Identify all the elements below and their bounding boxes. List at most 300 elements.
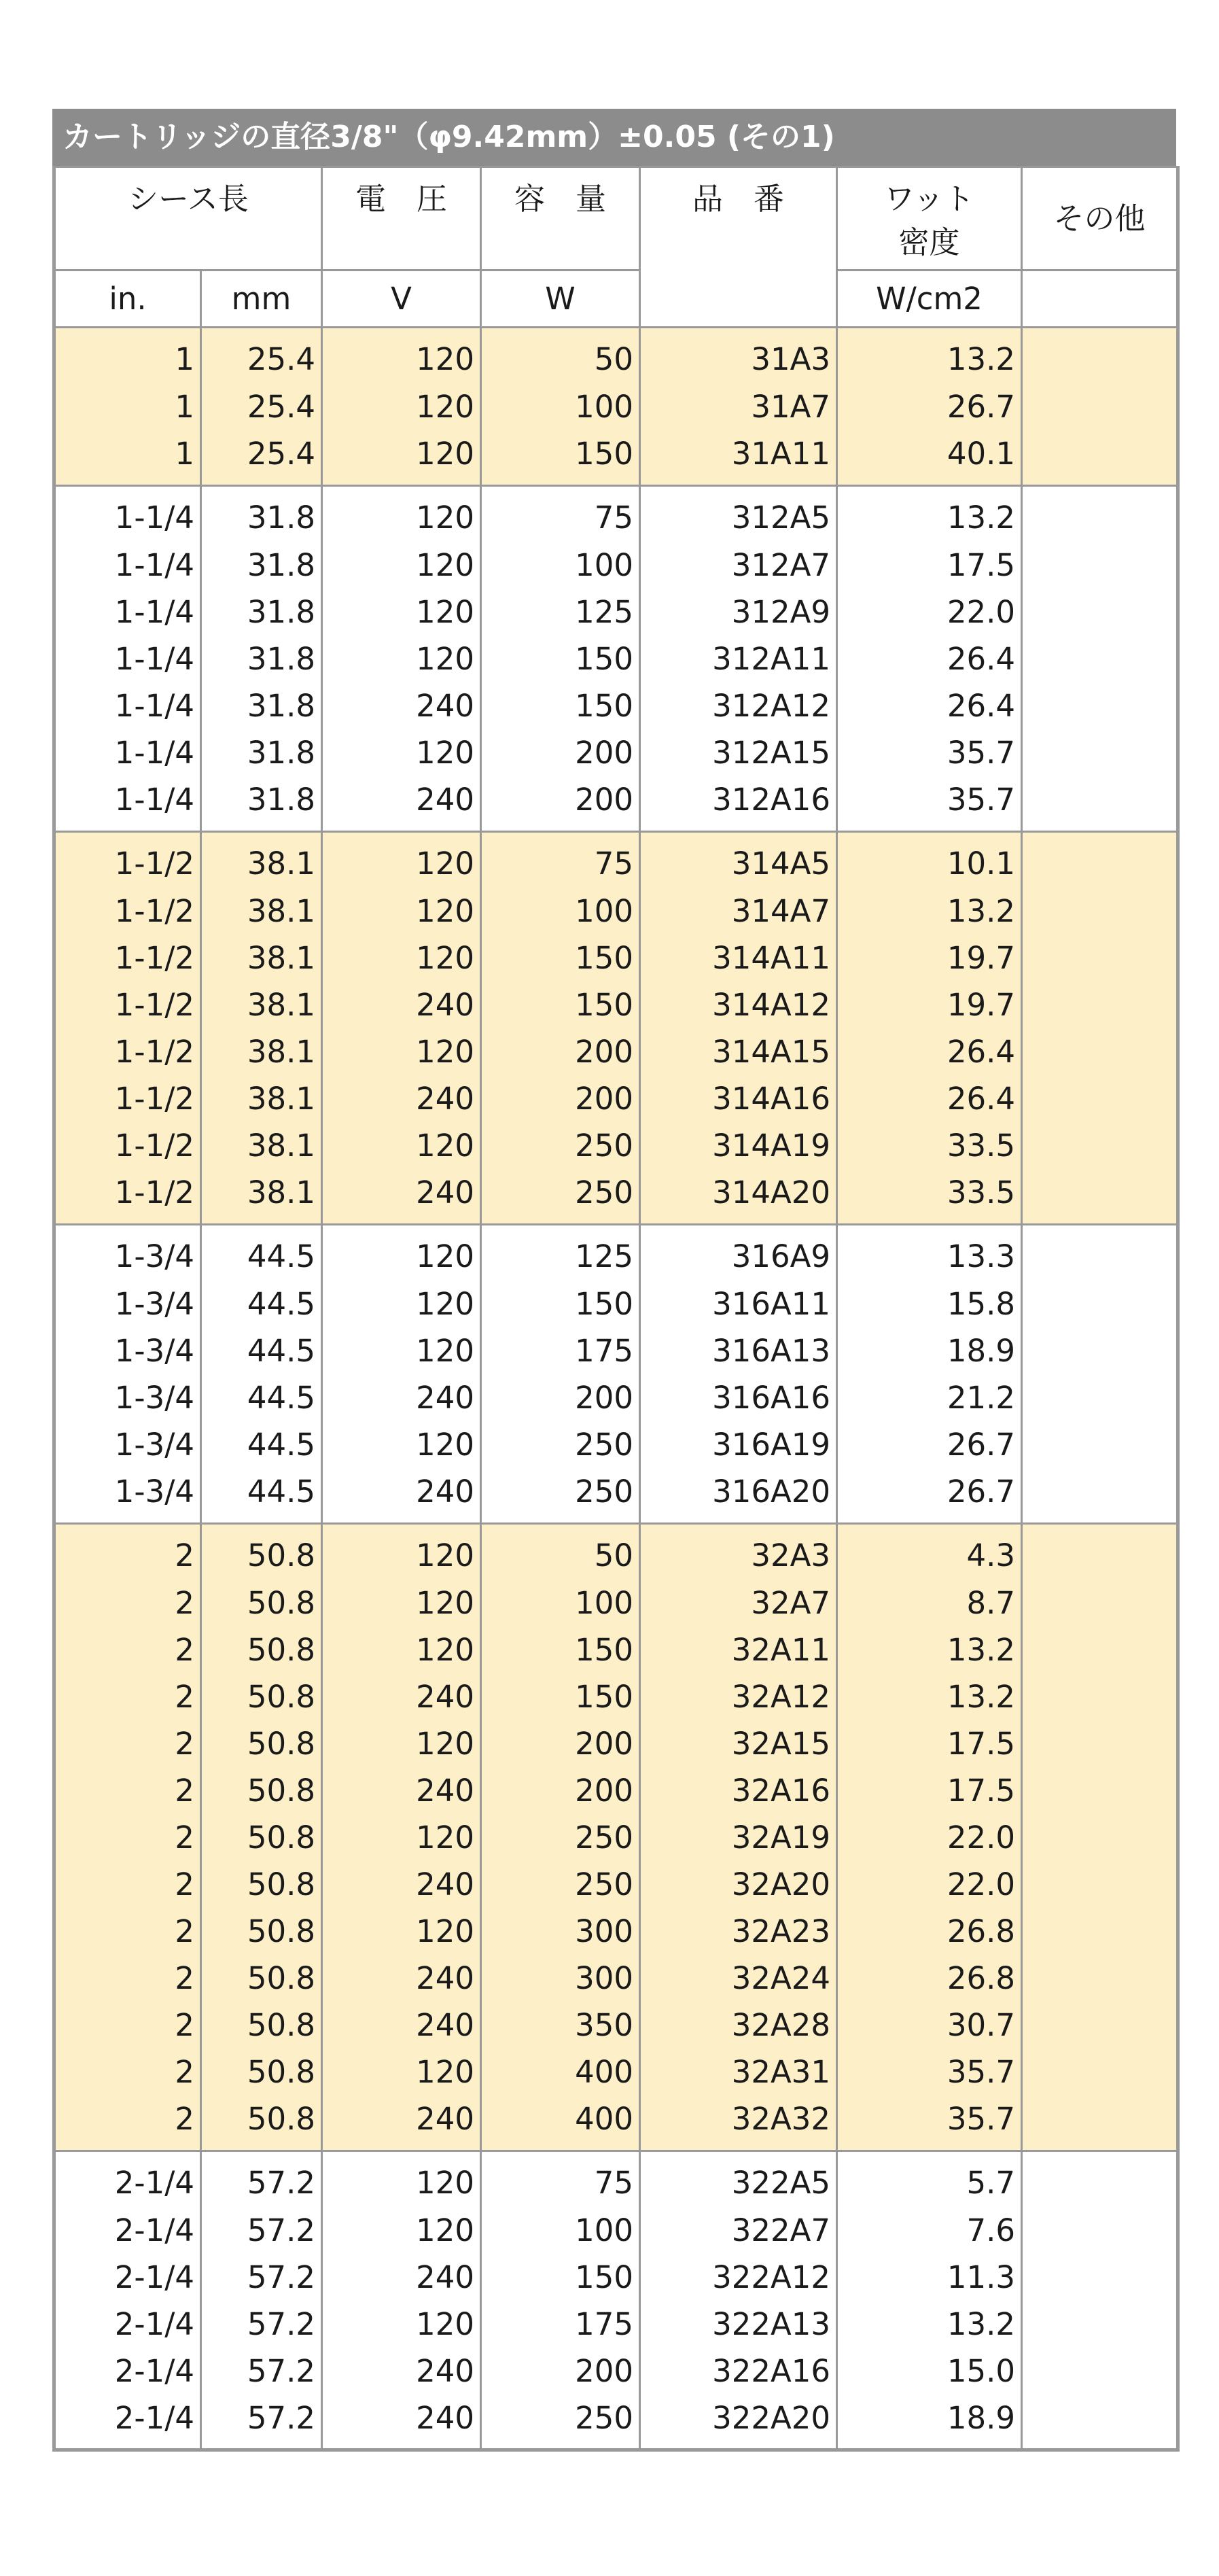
cell-inch: 1-3/4: [54, 1374, 201, 1421]
table-row: [54, 1327, 1178, 1374]
header-voltage: 電 圧: [322, 167, 481, 271]
cell-mm: 31.8: [201, 542, 322, 589]
table-row: [54, 1908, 1178, 1955]
cell-watt-density: 33.5: [837, 1169, 1022, 1225]
cell-other: [1022, 636, 1178, 682]
cell-capacity: 100: [481, 2207, 640, 2254]
cell-mm: 50.8: [201, 1720, 322, 1767]
cell-mm: 57.2: [201, 2254, 322, 2301]
cell-inch: 2: [54, 1626, 201, 1673]
cell-voltage: 120: [322, 1225, 481, 1281]
cell-part-number: 32A7: [640, 1580, 837, 1626]
cell-inch: 2: [54, 1955, 201, 2002]
cell-other: [1022, 1281, 1178, 1327]
cell-part-number: 312A9: [640, 589, 837, 636]
table-row: [54, 2049, 1178, 2095]
cell-mm: 50.8: [201, 1626, 322, 1673]
cell-voltage: 120: [322, 1814, 481, 1861]
table-row: [54, 328, 1178, 383]
table-row: [54, 1626, 1178, 1673]
cell-watt-density: 13.2: [837, 1673, 1022, 1720]
cell-capacity: 150: [481, 1626, 640, 1673]
cell-mm: 50.8: [201, 1955, 322, 2002]
cell-other: [1022, 1580, 1178, 1626]
cell-capacity: 100: [481, 1580, 640, 1626]
cell-other: [1022, 1626, 1178, 1673]
cell-inch: 1-1/2: [54, 888, 201, 935]
cell-voltage: 120: [322, 2049, 481, 2095]
cell-inch: 2: [54, 1524, 201, 1580]
cell-part-number: 31A11: [640, 430, 837, 486]
cell-inch: 1-1/2: [54, 1075, 201, 1122]
cell-part-number: 32A23: [640, 1908, 837, 1955]
cell-inch: 1-1/2: [54, 981, 201, 1028]
cell-inch: 1-1/4: [54, 486, 201, 542]
unit-inch: in.: [54, 271, 201, 328]
cell-watt-density: 7.6: [837, 2207, 1022, 2254]
table-row: [54, 1374, 1178, 1421]
cell-watt-density: 8.7: [837, 1580, 1022, 1626]
cell-capacity: 200: [481, 1075, 640, 1122]
header-watt-density: [837, 167, 1022, 271]
cell-voltage: 240: [322, 2395, 481, 2450]
cell-mm: 57.2: [201, 2207, 322, 2254]
cell-part-number: 314A15: [640, 1028, 837, 1075]
cell-mm: 50.8: [201, 1861, 322, 1908]
cell-inch: 2: [54, 2095, 201, 2151]
cell-mm: 44.5: [201, 1281, 322, 1327]
cell-mm: 57.2: [201, 2151, 322, 2207]
table-row: [54, 1861, 1178, 1908]
cell-inch: 1-3/4: [54, 1225, 201, 1281]
cell-capacity: 250: [481, 1861, 640, 1908]
cell-inch: 2-1/4: [54, 2395, 201, 2450]
table-body: [54, 328, 1178, 2450]
cell-inch: 1-3/4: [54, 1281, 201, 1327]
cell-capacity: 175: [481, 2301, 640, 2348]
table-row: [54, 776, 1178, 832]
cell-part-number: 314A7: [640, 888, 837, 935]
cell-mm: 31.8: [201, 486, 322, 542]
cell-inch: 2: [54, 2049, 201, 2095]
cell-part-number: 312A7: [640, 542, 837, 589]
cell-mm: 44.5: [201, 1468, 322, 1524]
cell-part-number: 316A16: [640, 1374, 837, 1421]
cell-mm: 44.5: [201, 1374, 322, 1421]
cell-part-number: 312A12: [640, 682, 837, 729]
cell-part-number: 314A11: [640, 935, 837, 981]
table-row: [54, 1673, 1178, 1720]
cell-inch: 2-1/4: [54, 2207, 201, 2254]
cell-other: [1022, 1524, 1178, 1580]
cell-voltage: 240: [322, 2348, 481, 2395]
cell-capacity: 125: [481, 1225, 640, 1281]
cell-part-number: 32A32: [640, 2095, 837, 2151]
cell-mm: 25.4: [201, 328, 322, 383]
cell-capacity: 150: [481, 682, 640, 729]
cell-mm: 38.1: [201, 888, 322, 935]
cell-watt-density: 13.2: [837, 328, 1022, 383]
cell-other: [1022, 2254, 1178, 2301]
cell-mm: 31.8: [201, 636, 322, 682]
cell-other: [1022, 682, 1178, 729]
cell-other: [1022, 1908, 1178, 1955]
cell-watt-density: 33.5: [837, 1122, 1022, 1169]
cell-inch: 2-1/4: [54, 2301, 201, 2348]
cell-mm: 25.4: [201, 383, 322, 430]
cell-capacity: 50: [481, 328, 640, 383]
table-row: [54, 1421, 1178, 1468]
table-row: [54, 1767, 1178, 1814]
cell-watt-density: 13.2: [837, 1626, 1022, 1673]
cell-other: [1022, 486, 1178, 542]
cell-capacity: 100: [481, 542, 640, 589]
cell-watt-density: 11.3: [837, 2254, 1022, 2301]
cell-part-number: 314A5: [640, 832, 837, 888]
cell-inch: 1-3/4: [54, 1468, 201, 1524]
cell-watt-density: 22.0: [837, 1861, 1022, 1908]
table-row: [54, 1075, 1178, 1122]
cell-mm: 50.8: [201, 2049, 322, 2095]
cell-inch: 1-1/4: [54, 729, 201, 776]
cell-watt-density: 10.1: [837, 832, 1022, 888]
cell-inch: 1-1/2: [54, 1028, 201, 1075]
cell-mm: 57.2: [201, 2348, 322, 2395]
cell-inch: 1-1/4: [54, 589, 201, 636]
cell-watt-density: 18.9: [837, 2395, 1022, 2450]
cell-watt-density: 26.8: [837, 1955, 1022, 2002]
cell-mm: 44.5: [201, 1327, 322, 1374]
table-row: [54, 542, 1178, 589]
cell-watt-density: 13.2: [837, 888, 1022, 935]
cell-watt-density: 35.7: [837, 2095, 1022, 2151]
cell-inch: 1-3/4: [54, 1327, 201, 1374]
cell-part-number: 32A20: [640, 1861, 837, 1908]
cell-other: [1022, 328, 1178, 383]
cell-inch: 1: [54, 383, 201, 430]
cell-voltage: 120: [322, 935, 481, 981]
cell-capacity: 150: [481, 1673, 640, 1720]
cell-capacity: 400: [481, 2095, 640, 2151]
cell-inch: 2: [54, 1673, 201, 1720]
cell-mm: 38.1: [201, 935, 322, 981]
cell-part-number: 322A12: [640, 2254, 837, 2301]
cell-inch: 2: [54, 1908, 201, 1955]
cell-part-number: 316A11: [640, 1281, 837, 1327]
cell-capacity: 250: [481, 1814, 640, 1861]
cell-other: [1022, 430, 1178, 486]
cell-other: [1022, 542, 1178, 589]
cell-other: [1022, 383, 1178, 430]
cell-part-number: 312A15: [640, 729, 837, 776]
cell-watt-density: 35.7: [837, 2049, 1022, 2095]
cell-inch: 1-1/4: [54, 776, 201, 832]
cell-voltage: 120: [322, 1421, 481, 1468]
cell-other: [1022, 832, 1178, 888]
cell-voltage: 240: [322, 1169, 481, 1225]
cell-mm: 31.8: [201, 729, 322, 776]
cell-capacity: 175: [481, 1327, 640, 1374]
cell-mm: 38.1: [201, 1169, 322, 1225]
cell-voltage: 120: [322, 1908, 481, 1955]
cell-other: [1022, 729, 1178, 776]
cell-capacity: 250: [481, 1421, 640, 1468]
cell-inch: 1: [54, 430, 201, 486]
cell-inch: 2-1/4: [54, 2254, 201, 2301]
cell-voltage: 120: [322, 832, 481, 888]
cell-part-number: 31A3: [640, 328, 837, 383]
cell-watt-density: 13.2: [837, 486, 1022, 542]
table-row: [54, 1169, 1178, 1225]
table-row: [54, 383, 1178, 430]
table-row: [54, 1468, 1178, 1524]
table-row: [54, 2254, 1178, 2301]
table-row: [54, 1225, 1178, 1281]
cell-voltage: 240: [322, 1861, 481, 1908]
cell-part-number: 31A7: [640, 383, 837, 430]
cell-part-number: 322A7: [640, 2207, 837, 2254]
table-row: [54, 981, 1178, 1028]
cell-mm: 44.5: [201, 1225, 322, 1281]
cell-part-number: 32A16: [640, 1767, 837, 1814]
cell-other: [1022, 2207, 1178, 2254]
cell-voltage: 120: [322, 1028, 481, 1075]
cell-other: [1022, 2002, 1178, 2049]
table-row: [54, 2301, 1178, 2348]
cell-capacity: 150: [481, 981, 640, 1028]
cell-inch: 1-1/4: [54, 542, 201, 589]
cell-part-number: 314A20: [640, 1169, 837, 1225]
header-other: その他: [1022, 167, 1178, 271]
cell-mm: 50.8: [201, 1673, 322, 1720]
cell-capacity: 200: [481, 729, 640, 776]
cell-other: [1022, 1468, 1178, 1524]
cell-watt-density: 19.7: [837, 935, 1022, 981]
cell-part-number: 316A19: [640, 1421, 837, 1468]
cell-capacity: 100: [481, 888, 640, 935]
table-row: [54, 636, 1178, 682]
cell-mm: 25.4: [201, 430, 322, 486]
cell-other: [1022, 935, 1178, 981]
table-row: [54, 935, 1178, 981]
cell-other: [1022, 1720, 1178, 1767]
unit-watt-density: W/cm2: [837, 271, 1022, 328]
cell-other: [1022, 776, 1178, 832]
unit-other: [1022, 271, 1178, 328]
cell-capacity: 150: [481, 430, 640, 486]
table-row: [54, 2395, 1178, 2450]
cell-voltage: 120: [322, 636, 481, 682]
table-row: [54, 1281, 1178, 1327]
cell-mm: 50.8: [201, 2002, 322, 2049]
cell-other: [1022, 1814, 1178, 1861]
cell-capacity: 150: [481, 636, 640, 682]
cell-capacity: 75: [481, 2151, 640, 2207]
cell-part-number: 316A9: [640, 1225, 837, 1281]
unit-watt: W: [481, 271, 640, 328]
cell-capacity: 200: [481, 1720, 640, 1767]
cell-inch: 1-3/4: [54, 1421, 201, 1468]
cell-part-number: 314A16: [640, 1075, 837, 1122]
cell-voltage: 120: [322, 2207, 481, 2254]
cell-other: [1022, 589, 1178, 636]
cell-capacity: 150: [481, 1281, 640, 1327]
cell-part-number: 32A15: [640, 1720, 837, 1767]
cell-mm: 31.8: [201, 682, 322, 729]
cell-watt-density: 22.0: [837, 589, 1022, 636]
cell-other: [1022, 981, 1178, 1028]
cell-watt-density: 30.7: [837, 2002, 1022, 2049]
table-row: [54, 729, 1178, 776]
cell-other: [1022, 1225, 1178, 1281]
cell-watt-density: 15.8: [837, 1281, 1022, 1327]
cell-other: [1022, 1767, 1178, 1814]
header-part-number: 品 番: [640, 167, 837, 328]
cell-other: [1022, 1374, 1178, 1421]
cell-voltage: 240: [322, 2095, 481, 2151]
cell-capacity: 200: [481, 776, 640, 832]
table-row: [54, 1720, 1178, 1767]
cell-voltage: 240: [322, 2002, 481, 2049]
cell-capacity: 350: [481, 2002, 640, 2049]
cell-part-number: 322A13: [640, 2301, 837, 2348]
cell-voltage: 240: [322, 2254, 481, 2301]
cell-mm: 50.8: [201, 1908, 322, 1955]
cell-other: [1022, 1327, 1178, 1374]
cell-capacity: 200: [481, 1767, 640, 1814]
cell-capacity: 400: [481, 2049, 640, 2095]
table-row: [54, 1814, 1178, 1861]
cell-inch: 2-1/4: [54, 2348, 201, 2395]
cell-other: [1022, 2095, 1178, 2151]
cell-capacity: 300: [481, 1908, 640, 1955]
cell-voltage: 240: [322, 1767, 481, 1814]
cell-part-number: 312A5: [640, 486, 837, 542]
cell-capacity: 150: [481, 935, 640, 981]
table-title: カートリッジの直径3/8"（φ9.42mm）±0.05 (その1): [52, 109, 1176, 166]
cell-mm: 50.8: [201, 1767, 322, 1814]
cell-watt-density: 21.2: [837, 1374, 1022, 1421]
cell-watt-density: 40.1: [837, 430, 1022, 486]
cell-voltage: 120: [322, 2151, 481, 2207]
header-sheath-length: シース長: [54, 167, 322, 271]
table-row: [54, 832, 1178, 888]
cell-mm: 38.1: [201, 832, 322, 888]
cell-mm: 38.1: [201, 1122, 322, 1169]
cell-voltage: 120: [322, 1580, 481, 1626]
cell-capacity: 250: [481, 1169, 640, 1225]
cell-watt-density: 26.7: [837, 383, 1022, 430]
cell-other: [1022, 2301, 1178, 2348]
cell-watt-density: 13.2: [837, 2301, 1022, 2348]
unit-mm: mm: [201, 271, 322, 328]
cell-mm: 44.5: [201, 1421, 322, 1468]
header-capacity: 容 量: [481, 167, 640, 271]
cell-voltage: 120: [322, 328, 481, 383]
cell-inch: 2: [54, 1814, 201, 1861]
cell-watt-density: 26.7: [837, 1421, 1022, 1468]
table-row: [54, 2002, 1178, 2049]
cell-watt-density: 13.3: [837, 1225, 1022, 1281]
table-row: [54, 1028, 1178, 1075]
table-row: [54, 1955, 1178, 2002]
cell-part-number: 312A16: [640, 776, 837, 832]
cell-part-number: 316A13: [640, 1327, 837, 1374]
cell-other: [1022, 1075, 1178, 1122]
cell-watt-density: 26.4: [837, 1075, 1022, 1122]
cell-inch: 1: [54, 328, 201, 383]
header-watt-density-line2: 密度: [898, 224, 960, 260]
cell-voltage: 120: [322, 1720, 481, 1767]
cell-capacity: 250: [481, 1468, 640, 1524]
cell-other: [1022, 2049, 1178, 2095]
cell-mm: 57.2: [201, 2301, 322, 2348]
cell-capacity: 100: [481, 383, 640, 430]
cell-part-number: 32A11: [640, 1626, 837, 1673]
cell-capacity: 50: [481, 1524, 640, 1580]
cell-capacity: 200: [481, 2348, 640, 2395]
cell-part-number: 32A31: [640, 2049, 837, 2095]
cell-part-number: 322A16: [640, 2348, 837, 2395]
cell-inch: 1-1/2: [54, 1122, 201, 1169]
cell-voltage: 240: [322, 1374, 481, 1421]
cell-mm: 57.2: [201, 2395, 322, 2450]
header-row-units: [54, 271, 1178, 328]
cell-inch: 2: [54, 2002, 201, 2049]
cell-voltage: 120: [322, 1327, 481, 1374]
cell-other: [1022, 1169, 1178, 1225]
cell-voltage: 120: [322, 1281, 481, 1327]
cell-watt-density: 18.9: [837, 1327, 1022, 1374]
cell-watt-density: 35.7: [837, 776, 1022, 832]
cell-part-number: 322A20: [640, 2395, 837, 2450]
cell-mm: 38.1: [201, 981, 322, 1028]
cell-voltage: 120: [322, 2301, 481, 2348]
table-row: [54, 1524, 1178, 1580]
cell-watt-density: 5.7: [837, 2151, 1022, 2207]
cell-watt-density: 19.7: [837, 981, 1022, 1028]
table-row: [54, 430, 1178, 486]
cell-other: [1022, 1028, 1178, 1075]
cell-watt-density: 26.4: [837, 636, 1022, 682]
cell-other: [1022, 2151, 1178, 2207]
cell-capacity: 200: [481, 1028, 640, 1075]
cell-inch: 2-1/4: [54, 2151, 201, 2207]
cell-part-number: 32A24: [640, 1955, 837, 2002]
cell-other: [1022, 2395, 1178, 2450]
cell-other: [1022, 1955, 1178, 2002]
cell-watt-density: 17.5: [837, 542, 1022, 589]
table-row: [54, 888, 1178, 935]
cell-part-number: 314A12: [640, 981, 837, 1028]
cell-voltage: 240: [322, 776, 481, 832]
cell-mm: 31.8: [201, 589, 322, 636]
cell-mm: 50.8: [201, 1524, 322, 1580]
cell-other: [1022, 1673, 1178, 1720]
cell-other: [1022, 2348, 1178, 2395]
table-row: [54, 486, 1178, 542]
cell-capacity: 125: [481, 589, 640, 636]
cell-watt-density: 35.7: [837, 729, 1022, 776]
cell-inch: 1-1/4: [54, 682, 201, 729]
cell-voltage: 240: [322, 1673, 481, 1720]
table-row: [54, 1580, 1178, 1626]
cell-voltage: 120: [322, 888, 481, 935]
cell-mm: 31.8: [201, 776, 322, 832]
cell-mm: 50.8: [201, 1814, 322, 1861]
cell-inch: 1-1/2: [54, 832, 201, 888]
cell-voltage: 240: [322, 1955, 481, 2002]
